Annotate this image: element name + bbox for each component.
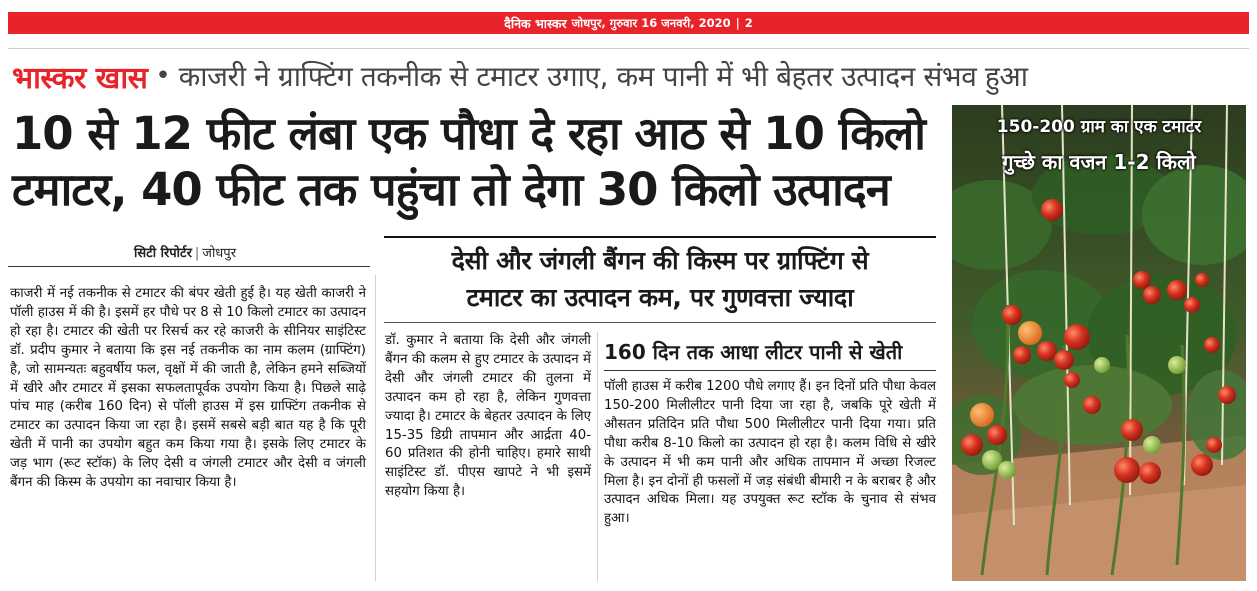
masthead-bar — [8, 12, 1249, 34]
article-body-column-2: डॉ. कुमार ने बताया कि देसी और जंगली बैंगन की कलम से हुए टमाटर के उत्पादन में देसी और जंगली टमाटर की तुलना में उत्पादन कम हो रहा है, लेकिन गुणवत्ता ज्यादा है। टमाटर के बेहतर उत्पादन के लिए 15-35 डिग्री तापमान और आर्द्रता 40-60 प्रतिशत की होनी चाहिए। हमारे साथी साइंटिस्ट डॉ. पीएस खापटे ने भी इसमें सहयोग किया है। — [385, 333, 591, 500]
article-body-column-1: काजरी में नई तकनीक से टमाटर की बंपर खेती हुई है। यह खेती काजरी ने पॉली हाउस में की है। इसमें हर पौधे पर 8 से 10 किलो टमाटर का उत्पादन हो रहा है। टमाटर की खेती पर रिसर्च कर रहे काजरी के सीनियर साइंटिस्ट डॉ. प्रदीप कुमार ने बताया कि इस नई तकनीक का नाम कलम (ग्राफ्टिंग) है, जो सामन्यतः बहुवर्षीय फल, वृक्षों में की जाती है, लेकिन हमने सब्जियों में खीरे और टमाटर में इसका सफलतापूर्वक उपयोग किया है। पिछले साढ़े पांच माह (करीब 160 दिन) से पॉली हाउस में इस ग्राफ्टिंग तकनीक से टमाटर का उत्पादन किया जा रहा है। इसमें सबसे बड़ी बात यह है कि पूरी खेती में पानी का उपयोग बहुत कम किया गया है। इसके लिए टमाटर के जड़ भाग (रूट स्टॉक) के लिए देसी व जंगली टमाटर और देसी व जंगली बैंगन की किस्म के उपयोग का नवाचार किया है। — [10, 286, 366, 491]
kicker — [12, 56, 1028, 96]
byline-divider — [8, 266, 370, 267]
photo-caption-line-1: 150-200 ग्राम का एक टमाटर — [996, 117, 1202, 137]
dateline: जोधपुर, गुरुवार 16 जनवरी, 2020 — [571, 15, 731, 30]
byline — [134, 243, 236, 261]
byline-separator: | — [194, 246, 200, 261]
sidebar-body: पॉली हाउस में करीब 1200 पौधे लगाए हैं। इन दिनों प्रति पौधा केवल 150-200 मिलीलीटर पानी दिया जा रहा है, जबकि पूरे खेती में औसतन प्रतिदिन प्रति पौधा 500 मिलीलीटर पानी दिया गया। प्रति पौधा करीब 8-10 किलो का उत्पादन हो रहा है। कलम विधि से खीरे के उत्पादन में भी कम पानी और अधिक तापमान में अच्छा रिजल्ट मिला है। इन दोनों ही फसलों में जड़ संबंधी बीमारी न के बराबर है और उत्पादन अधिक मिला। यह उपयुक्त रूट स्टॉक के चुनाव से संभव हुआ। — [604, 379, 936, 527]
kicker-brand: भास्कर खास — [12, 60, 148, 96]
headline-line-1: 10 से 12 फीट लंबा एक पौधा दे रहा आठ से 10 किलो — [12, 107, 925, 160]
photo-caption-line-2: गुच्छे का वजन 1-2 किलो — [1002, 150, 1196, 174]
tomato-plants-image — [952, 105, 1246, 581]
byline-reporter: सिटी रिपोर्टर — [134, 246, 192, 261]
subheadline-line-1: देसी और जंगली बैंगन की किस्म पर ग्राफ्टिंग से — [451, 246, 869, 275]
subhead-rule-top — [384, 236, 936, 238]
column-divider-2 — [597, 332, 598, 581]
sidebar-heading-rule — [604, 370, 936, 371]
sidebar-heading: 160 दिन तक आधा लीटर पानी से खेती — [604, 339, 903, 364]
column-divider-1 — [375, 275, 376, 581]
top-divider — [8, 48, 1249, 49]
newspaper-name: दैनिक भास्कर — [504, 15, 567, 31]
headline-line-2: टमाटर, 40 फीट तक पहुंचा तो देगा 30 किलो उत्पादन — [12, 163, 890, 216]
page-number: 2 — [744, 16, 753, 30]
headline — [12, 106, 937, 218]
subheadline — [384, 242, 936, 316]
tomato-photo — [952, 105, 1246, 581]
kicker-text: काजरी ने ग्राफ्टिंग तकनीक से टमाटर उगाए, कम पानी में भी बेहतर उत्पादन संभव हुआ — [178, 60, 1028, 93]
subhead-rule-bottom — [384, 322, 936, 323]
subheadline-line-2: टमाटर का उत्पादन कम, पर गुणवत्ता ज्यादा — [466, 283, 854, 312]
masthead-separator: | — [735, 16, 740, 30]
byline-location: जोधपुर — [202, 246, 237, 261]
bullet-icon: • — [155, 61, 171, 91]
